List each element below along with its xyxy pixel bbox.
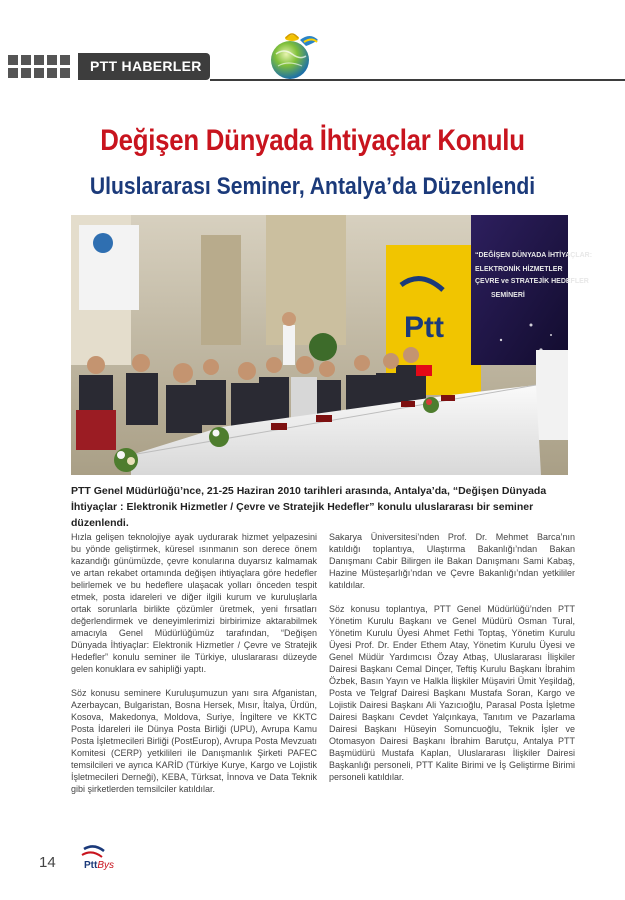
page-number: 14 (39, 854, 56, 871)
decorative-squares (8, 55, 70, 78)
paragraph: Söz konusu toplantıya, PTT Genel Müdürlüğü’nden PTT Yönetim Kurulu Başkanı ve Genel Müdürü Osman Tural, Yönetim Kurulu Üyesi Ahmet Fethi Toptaş, Yönetim Kurulu Üyesi Prof. Dr. Ender Ethem Atay, Yönetim Kurulu Üyesi ve Genel Müdür Yardımcısı Özay Atbaş, Uluslararası İlişkiler Dairesi Başkanı Cemal Dinçer, Teftiş Kurulu Başkanı İbrahim Özbek, Basın Yayın ve Halkla İlişkiler Müşaviri Ümit Yeşildağ, Posta ve Telgraf Dairesi Başkanı Mustafa Soran, Kargo ve Lojistik Dairesi Başkanı Ali Yazıcıoğlu, Parasal Posta İşletme Dairesi Başkanı Cevdet Yalçınkaya, Tanıtım ve Pazarlama Dairesi Başkanı Hüseyin Somuncuoğlu, Teknik İşler ve Otomasyon Dairesi Başkanı İbrahim Barutçu, Antalya PTT Başmüdürü Mustafa Kaplan, Uluslararası İlişkiler Dairesi Başkanlığı personeli, PTT Kalite Birimi ve İş Geliştirme Birimi personeli katıldılar. (329, 604, 575, 782)
banner-logo-text: Ptt (404, 311, 444, 344)
article-title: Değişen Dünyada İhtiyaçlar Konulu (100, 124, 525, 157)
photo-caption: PTT Genel Müdürlüğü’nce, 21-25 Haziran 2010 tarihleri arasında, Antalya’da, “Değişen Dünyada İhtiyaçlar : Elektronik Hizmetler / Çevre ve Stratejik Hedefler” konulu uluslararası bir seminer düzenlendi. (71, 485, 547, 529)
paragraph: Söz konusu seminere Kuruluşumuzun yanı sıra Afganistan, Azerbaycan, Bulgaristan, Bosna Hersek, Mısır, İtalya, Ürdün, Kosova, Makedonya, Moldova, Suriye, İngiltere ve KKTC Posta İdareleri ile Dünya Posta Birliği (UPU), Avrupa Kamu Posta İşletmecileri Birliği (PostEurop), Avrupa Posta Mevzuatı Komitesi (CERP) yetkilileri ile Danışmanlık Şirketi PAFEC temsilcileri ve ayrıca KARİD (Türkiye Kurye, Kargo ve Lojistik İşletmecileri Derneği), KEBA, Türksat, İnnova ve Data Teknik gibi şirketlerden temsilciler katıldılar. (71, 688, 317, 794)
article-column-right (329, 531, 575, 795)
article-column-left (71, 531, 317, 807)
screen-text-line3: ÇEVRE ve STRATEJİK HEDEFLER (475, 278, 589, 285)
screen-text-line2: ELEKTRONİK HİZMETLER (475, 266, 563, 273)
article-subtitle: Uluslararası Seminer, Antalya’da Düzenlendi (89, 173, 536, 200)
screen-text-line1: “DEĞİŞEN DÜNYADA İHTİYAÇLAR: (475, 252, 593, 259)
seminar-photo-illustration (71, 215, 593, 475)
footer-brand-ptt: Ptt (84, 860, 98, 871)
seminar-photo (71, 215, 593, 475)
paragraph: Hızla gelişen teknolojiye ayak uydurarak hizmet yelpazesini bu yönde geliştirmek, küresel ısınmanın son derece önem kazandığı günümüzde, çevre konularına duyarsız kalmamak ve artan rekabet ortamında değişen ihtiyaçlara göre hedefler belirlemek ve bu hedeflere ulaşacak yolları önceden tespit etmek, posta idareleri ve diğer ilgili kurum ve kuruluşlarla ortak sorunlarla birlikte çözümler üretmek, yeni fırsatları değerlendirmek ve deneyimlerimizi birbirimize aktarabilmek amacıyla Genel Müdürlüğümüz tarafından, “Değişen Dünyada İhtiyaçlar: Elektronik Hizmetler / Çevre ve Stratejik Hedefler” konulu seminer ile Türkiye, uluslararası düzeyde gelen konuklara ev sahipliği yaptı. (71, 532, 317, 674)
screen-text-line4: SEMİNERİ (491, 292, 525, 299)
footer-brand-bys: Bys (97, 860, 115, 871)
paragraph: Sakarya Üniversitesi’nden Prof. Dr. Mehmet Barca’nın katıldığı toplantıya, Ulaştırma Bakanlığı’ndan Bakan Danışmanı Cabir Bilirgen ile Bakan Danışmanı Sami Kabaş, Hazine Müsteşarlığı’ndan ve Çevre Bakanlığı’ndan yetkililer katıldılar. (329, 532, 575, 590)
ptt-globe-logo-icon (262, 28, 322, 86)
section-label: PTT HABERLER (90, 58, 202, 74)
footer-brand (84, 860, 114, 871)
